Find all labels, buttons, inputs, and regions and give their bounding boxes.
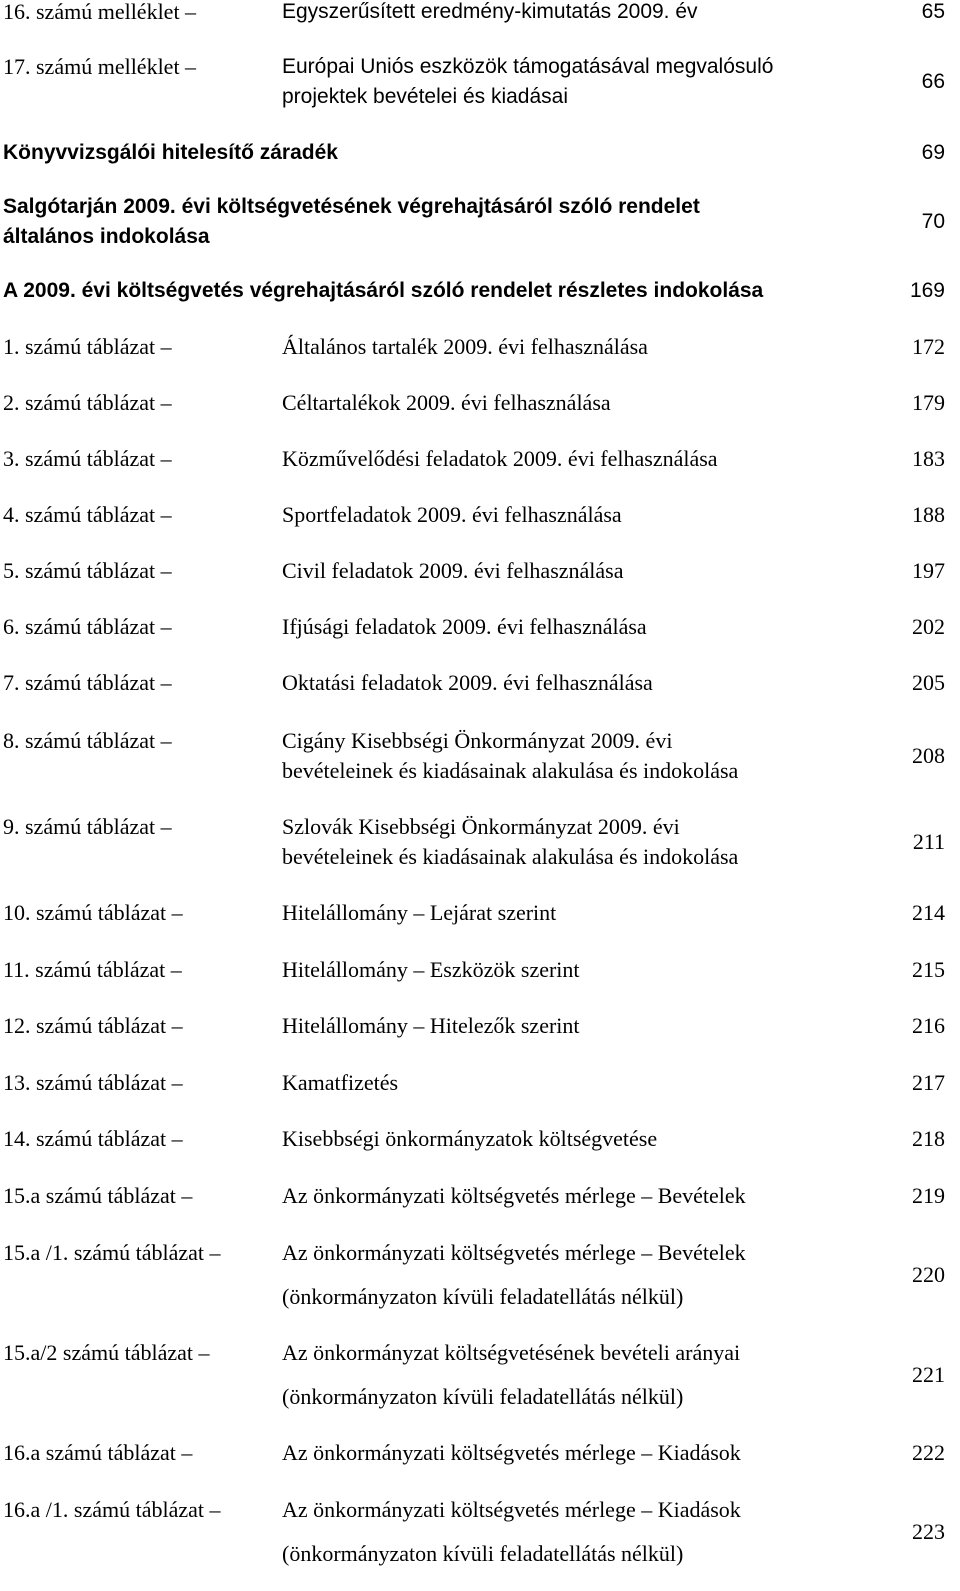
- entry-page-number: 65: [921, 0, 945, 23]
- entry-description-line1: Cigány Kisebbségi Önkormányzat 2009. évi: [282, 728, 673, 753]
- entry-page-number: 219: [912, 1183, 945, 1208]
- entry-page-number: 214: [912, 900, 945, 925]
- entry-page-number: 220: [912, 1262, 945, 1287]
- entry-page-number: 179: [912, 390, 945, 415]
- entry-description-line1: Szlovák Kisebbségi Önkormányzat 2009. évi: [282, 814, 680, 839]
- entry-description: Hitelállomány – Lejárat szerint: [282, 900, 557, 925]
- entry-description: Közművelődési feladatok 2009. évi felhasználása: [282, 446, 718, 471]
- entry-description-line1: Az önkormányzati költségvetés mérlege – Bevételek: [282, 1240, 746, 1265]
- entry-description: Kamatfizetés: [282, 1070, 399, 1095]
- entry-page-number: 215: [912, 957, 945, 982]
- entry-page-number: 205: [912, 670, 945, 695]
- entry-label: 11. számú táblázat –: [3, 957, 182, 982]
- entry-description-line2: (önkormányzaton kívüli feladatellátás nélkül): [282, 1384, 684, 1409]
- entry-label: 2. számú táblázat –: [3, 390, 172, 415]
- entry-label: 6. számú táblázat –: [3, 614, 172, 639]
- entry-description-line1: Az önkormányzati költségvetés mérlege – Kiadások: [282, 1497, 741, 1522]
- entry-description-line2: projektek bevételei és kiadásai: [282, 85, 569, 108]
- entry-page-number: 216: [912, 1013, 945, 1038]
- heading-text-line1: Salgótarján 2009. évi költségvetésének végrehajtásáról szóló rendelet: [3, 195, 700, 218]
- entry-description: Egyszerűsített eredmény-kimutatás 2009. év: [282, 0, 698, 23]
- entry-label: 8. számú táblázat –: [3, 728, 172, 753]
- entry-description: Sportfeladatok 2009. évi felhasználása: [282, 502, 622, 527]
- entry-label: 16.a számú táblázat –: [3, 1440, 193, 1465]
- entry-description: Általános tartalék 2009. évi felhasználása: [282, 334, 648, 359]
- entry-description: Céltartalékok 2009. évi felhasználása: [282, 390, 611, 415]
- entry-description: Kisebbségi önkormányzatok költségvetése: [282, 1126, 658, 1151]
- entry-label: 4. számú táblázat –: [3, 502, 172, 527]
- entry-description-line2: (önkormányzaton kívüli feladatellátás nélkül): [282, 1541, 684, 1566]
- entry-label: 14. számú táblázat –: [3, 1126, 183, 1151]
- entry-label: 15.a /1. számú táblázat –: [3, 1240, 221, 1265]
- entry-label: 7. számú táblázat –: [3, 670, 172, 695]
- entry-page-number: 217: [912, 1070, 945, 1095]
- entry-description-line2: bevételeinek és kiadásainak alakulása és indokolása: [282, 844, 739, 869]
- entry-label: 16. számú melléklet –: [3, 0, 197, 24]
- entry-description-line1: Az önkormányzat költségvetésének bevételi arányai: [282, 1340, 741, 1365]
- entry-page-number: 208: [912, 743, 945, 768]
- entry-label: 3. számú táblázat –: [3, 446, 172, 471]
- heading-text-line2: általános indokolása: [3, 225, 210, 248]
- entry-description: Az önkormányzati költségvetés mérlege – Kiadások: [282, 1440, 741, 1465]
- entry-page-number: 66: [921, 70, 945, 93]
- heading-page-number: 69: [921, 141, 945, 164]
- heading-page-number: 70: [921, 210, 945, 233]
- entry-page-number: 223: [912, 1519, 945, 1544]
- entry-page-number: 197: [912, 558, 945, 583]
- entry-label: 1. számú táblázat –: [3, 334, 172, 359]
- entry-description-line2: bevételeinek és kiadásainak alakulása és indokolása: [282, 758, 739, 783]
- entry-description: Az önkormányzati költségvetés mérlege – Bevételek: [282, 1183, 746, 1208]
- entry-description: Hitelállomány – Eszközök szerint: [282, 957, 580, 982]
- entry-description-line2: (önkormányzaton kívüli feladatellátás nélkül): [282, 1284, 684, 1309]
- entry-label: 15.a számú táblázat –: [3, 1183, 193, 1208]
- heading-page-number: 169: [909, 279, 945, 302]
- entry-page-number: 218: [912, 1126, 945, 1151]
- entry-label: 5. számú táblázat –: [3, 558, 172, 583]
- heading-text: A 2009. évi költségvetés végrehajtásáról szóló rendelet részletes indokolása: [3, 279, 764, 302]
- entry-description-line1: Európai Uniós eszközök támogatásával megvalósuló: [282, 55, 774, 78]
- entry-description: Civil feladatok 2009. évi felhasználása: [282, 558, 624, 583]
- entry-page-number: 211: [912, 829, 945, 854]
- entry-description: Hitelállomány – Hitelezők szerint: [282, 1013, 580, 1038]
- heading-text: Könyvvizsgálói hitelesítő záradék: [3, 141, 338, 164]
- entry-label: 17. számú melléklet –: [3, 54, 197, 79]
- entry-label: 12. számú táblázat –: [3, 1013, 183, 1038]
- entry-label: 13. számú táblázat –: [3, 1070, 183, 1095]
- entry-page-number: 183: [912, 446, 945, 471]
- entry-description: Oktatási feladatok 2009. évi felhasználása: [282, 670, 653, 695]
- entry-description: Ifjúsági feladatok 2009. évi felhasználása: [282, 614, 647, 639]
- entry-label: 15.a/2 számú táblázat –: [3, 1340, 210, 1365]
- entry-page-number: 172: [912, 334, 945, 359]
- entry-label: 16.a /1. számú táblázat –: [3, 1497, 221, 1522]
- entry-page-number: 188: [912, 502, 945, 527]
- entry-page-number: 202: [912, 614, 945, 639]
- entry-page-number: 222: [912, 1440, 945, 1465]
- entry-label: 10. számú táblázat –: [3, 900, 183, 925]
- entry-label: 9. számú táblázat –: [3, 814, 172, 839]
- entry-page-number: 221: [912, 1362, 945, 1387]
